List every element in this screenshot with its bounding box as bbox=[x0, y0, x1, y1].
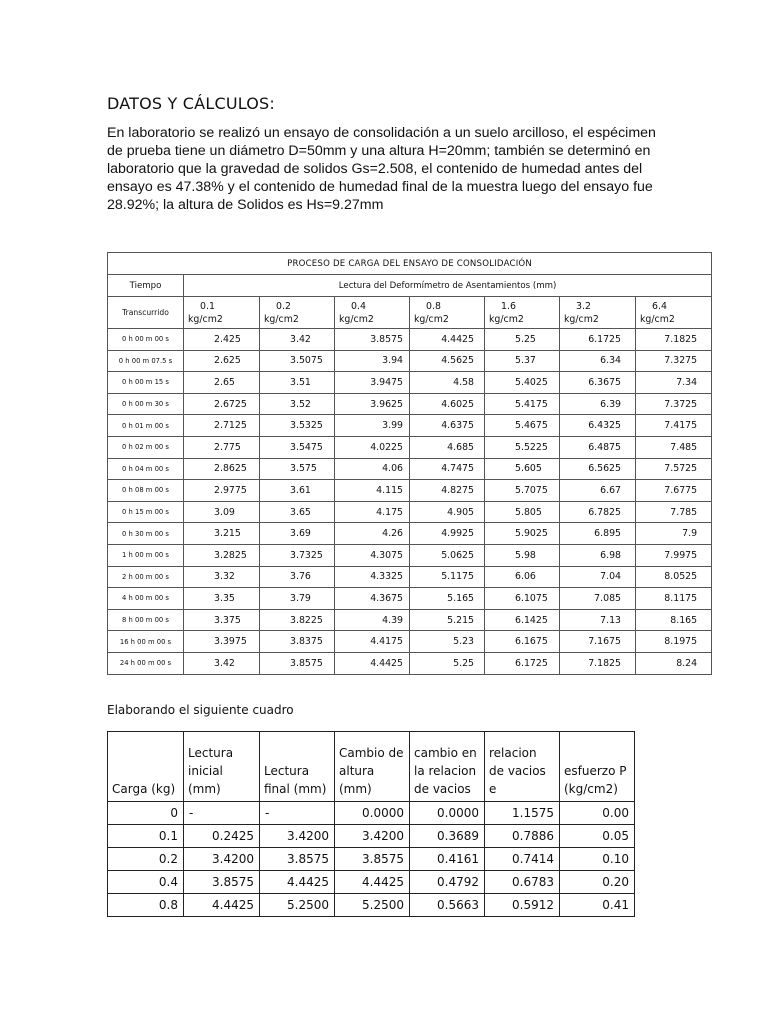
reading-cell: 3.7325 bbox=[260, 544, 335, 566]
load-header-cell bbox=[260, 297, 335, 329]
elapsed-time: 16 h 00 m 00 s bbox=[108, 631, 184, 653]
elapsed-time: 24 h 00 m 00 s bbox=[108, 652, 184, 674]
data-cell: 0.00 bbox=[560, 802, 635, 825]
elapsed-time: 8 h 00 m 00 s bbox=[108, 609, 184, 631]
reading-cell: 5.37 bbox=[485, 350, 560, 372]
reading-cell: 6.1675 bbox=[485, 631, 560, 653]
load-header-cell bbox=[410, 297, 485, 329]
reading-cell: 4.115 bbox=[335, 480, 410, 502]
load-header-cell bbox=[560, 297, 636, 329]
reading-cell: 3.8575 bbox=[260, 652, 335, 674]
reading-cell: 4.3075 bbox=[335, 544, 410, 566]
load-unit: kg/cm2 bbox=[489, 313, 524, 325]
reading-cell: 5.4025 bbox=[485, 372, 560, 394]
load-unit: kg/cm2 bbox=[188, 313, 223, 325]
reading-cell: 3.3975 bbox=[184, 631, 260, 653]
load-header-cell bbox=[636, 297, 712, 329]
table-row bbox=[108, 480, 712, 502]
reading-cell: 4.6375 bbox=[410, 415, 485, 437]
elapsed-time: 0 h 04 m 00 s bbox=[108, 458, 184, 480]
reading-cell: 7.13 bbox=[560, 609, 636, 631]
reading-cell: 7.4175 bbox=[636, 415, 712, 437]
table-row bbox=[108, 544, 712, 566]
table-row bbox=[108, 458, 712, 480]
table-row bbox=[108, 372, 712, 394]
reading-cell: 5.5225 bbox=[485, 436, 560, 458]
data-cell: 5.2500 bbox=[260, 894, 335, 917]
reading-cell: 6.1725 bbox=[485, 652, 560, 674]
reading-cell: 2.65 bbox=[184, 372, 260, 394]
elapsed-time: 1 h 00 m 00 s bbox=[108, 544, 184, 566]
reading-cell: 3.9625 bbox=[335, 393, 410, 415]
column-header: Cambio de altura (mm) bbox=[335, 732, 410, 802]
table-row bbox=[108, 566, 712, 588]
elapsed-time: 0 h 00 m 00 s bbox=[108, 329, 184, 351]
elapsed-time: 0 h 00 m 15 s bbox=[108, 372, 184, 394]
table-row bbox=[108, 825, 635, 848]
reading-cell: 6.06 bbox=[485, 566, 560, 588]
reading-cell: 3.5325 bbox=[260, 415, 335, 437]
reading-cell: 2.8625 bbox=[184, 458, 260, 480]
data-cell: 0.41 bbox=[560, 894, 635, 917]
reading-cell: 2.7125 bbox=[184, 415, 260, 437]
load-unit: kg/cm2 bbox=[640, 313, 675, 325]
reading-cell: 4.685 bbox=[410, 436, 485, 458]
reading-cell: 4.58 bbox=[410, 372, 485, 394]
elapsed-time: 0 h 02 m 00 s bbox=[108, 436, 184, 458]
reading-cell: 3.94 bbox=[335, 350, 410, 372]
reading-cell: 6.98 bbox=[560, 544, 636, 566]
table-row bbox=[108, 652, 712, 674]
reading-cell: 4.39 bbox=[335, 609, 410, 631]
reading-cell: 8.0525 bbox=[636, 566, 712, 588]
reading-cell: 7.6775 bbox=[636, 480, 712, 502]
reading-cell: 4.4425 bbox=[410, 329, 485, 351]
data-cell: 0.7414 bbox=[485, 848, 560, 871]
reading-cell: 3.65 bbox=[260, 501, 335, 523]
reading-cell: 6.3675 bbox=[560, 372, 636, 394]
data-cell: 0.4 bbox=[108, 871, 184, 894]
reading-cell: 5.215 bbox=[410, 609, 485, 631]
reading-cell: 3.8225 bbox=[260, 609, 335, 631]
column-header: Lectura final (mm) bbox=[260, 732, 335, 802]
data-cell: 0.7886 bbox=[485, 825, 560, 848]
reading-cell: 3.8375 bbox=[260, 631, 335, 653]
data-cell: 1.1575 bbox=[485, 802, 560, 825]
table-row bbox=[108, 523, 712, 545]
reading-cell: 5.0625 bbox=[410, 544, 485, 566]
reading-cell: 4.26 bbox=[335, 523, 410, 545]
reading-cell: 4.175 bbox=[335, 501, 410, 523]
reading-cell: 3.99 bbox=[335, 415, 410, 437]
reading-cell: 6.34 bbox=[560, 350, 636, 372]
reading-cell: 3.52 bbox=[260, 393, 335, 415]
elapsed-time: 0 h 00 m 30 s bbox=[108, 393, 184, 415]
data-cell: 0.2 bbox=[108, 848, 184, 871]
reading-cell: 3.2825 bbox=[184, 544, 260, 566]
reading-cell: 6.4875 bbox=[560, 436, 636, 458]
data-cell: 3.8575 bbox=[260, 848, 335, 871]
data-cell: 3.4200 bbox=[335, 825, 410, 848]
reading-cell: 4.5625 bbox=[410, 350, 485, 372]
reading-cell: 3.35 bbox=[184, 588, 260, 610]
reading-cell: 6.7825 bbox=[560, 501, 636, 523]
reading-cell: 3.5475 bbox=[260, 436, 335, 458]
data-cell: 3.8575 bbox=[335, 848, 410, 871]
reading-cell: 7.1825 bbox=[560, 652, 636, 674]
table-row bbox=[108, 588, 712, 610]
load-value: 6.4 bbox=[652, 300, 667, 312]
load-value: 0.8 bbox=[426, 300, 441, 312]
load-value: 1.6 bbox=[501, 300, 516, 312]
reading-cell: 3.215 bbox=[184, 523, 260, 545]
reading-cell: 8.165 bbox=[636, 609, 712, 631]
header-lectura: Lectura del Deformímetro de Asentamientos (mm) bbox=[184, 275, 712, 297]
elapsed-time: 4 h 00 m 00 s bbox=[108, 588, 184, 610]
reading-cell: 3.42 bbox=[184, 652, 260, 674]
reading-cell: 3.09 bbox=[184, 501, 260, 523]
void-ratio-table bbox=[107, 731, 635, 917]
reading-cell: 6.895 bbox=[560, 523, 636, 545]
data-cell: 3.8575 bbox=[184, 871, 260, 894]
table-row bbox=[108, 894, 635, 917]
reading-cell: 4.0225 bbox=[335, 436, 410, 458]
data-cell: 3.4200 bbox=[184, 848, 260, 871]
table-row bbox=[108, 802, 635, 825]
reading-cell: 7.3275 bbox=[636, 350, 712, 372]
table-row bbox=[108, 871, 635, 894]
reading-cell: 3.32 bbox=[184, 566, 260, 588]
reading-cell: 7.1825 bbox=[636, 329, 712, 351]
reading-cell: 3.51 bbox=[260, 372, 335, 394]
reading-cell: 5.7075 bbox=[485, 480, 560, 502]
reading-cell: 5.23 bbox=[410, 631, 485, 653]
elapsed-time: 2 h 00 m 00 s bbox=[108, 566, 184, 588]
load-header-cell bbox=[335, 297, 410, 329]
reading-cell: 4.7475 bbox=[410, 458, 485, 480]
data-cell: 0.05 bbox=[560, 825, 635, 848]
reading-cell: 7.04 bbox=[560, 566, 636, 588]
data-cell: 0.2425 bbox=[184, 825, 260, 848]
reading-cell: 6.4325 bbox=[560, 415, 636, 437]
data-cell: 0.10 bbox=[560, 848, 635, 871]
reading-cell: 5.165 bbox=[410, 588, 485, 610]
reading-cell: 4.4175 bbox=[335, 631, 410, 653]
data-cell: - bbox=[260, 802, 335, 825]
data-cell: 0.20 bbox=[560, 871, 635, 894]
reading-cell: 6.5625 bbox=[560, 458, 636, 480]
reading-cell: 3.61 bbox=[260, 480, 335, 502]
table-row bbox=[108, 848, 635, 871]
reading-cell: 5.605 bbox=[485, 458, 560, 480]
data-cell: 0.8 bbox=[108, 894, 184, 917]
reading-cell: 3.9475 bbox=[335, 372, 410, 394]
reading-cell: 6.1075 bbox=[485, 588, 560, 610]
load-unit: kg/cm2 bbox=[564, 313, 599, 325]
consolidation-load-table bbox=[107, 252, 712, 675]
reading-cell: 5.4175 bbox=[485, 393, 560, 415]
reading-cell: 7.9975 bbox=[636, 544, 712, 566]
column-header: Carga (kg) bbox=[108, 732, 184, 802]
reading-cell: 5.25 bbox=[485, 329, 560, 351]
reading-cell: 3.69 bbox=[260, 523, 335, 545]
reading-cell: 3.76 bbox=[260, 566, 335, 588]
reading-cell: 7.5725 bbox=[636, 458, 712, 480]
header-transcurrido: Transcurrido bbox=[108, 297, 184, 329]
elapsed-time: 0 h 01 m 00 s bbox=[108, 415, 184, 437]
reading-cell: 4.3675 bbox=[335, 588, 410, 610]
reading-cell: 6.67 bbox=[560, 480, 636, 502]
table-row bbox=[108, 631, 712, 653]
data-cell: 0.1 bbox=[108, 825, 184, 848]
reading-cell: 4.6025 bbox=[410, 393, 485, 415]
column-header: relacion de vacios e bbox=[485, 732, 560, 802]
load-unit: kg/cm2 bbox=[414, 313, 449, 325]
reading-cell: 2.625 bbox=[184, 350, 260, 372]
reading-cell: 6.1725 bbox=[560, 329, 636, 351]
load-header-cell bbox=[485, 297, 560, 329]
table-caption: PROCESO DE CARGA DEL ENSAYO DE CONSOLIDACIÓN bbox=[108, 253, 712, 275]
data-cell: 4.4425 bbox=[260, 871, 335, 894]
reading-cell: 5.9025 bbox=[485, 523, 560, 545]
header-tiempo: Tiempo bbox=[108, 275, 184, 297]
data-cell: 0.3689 bbox=[410, 825, 485, 848]
reading-cell: 2.425 bbox=[184, 329, 260, 351]
reading-cell: 2.775 bbox=[184, 436, 260, 458]
data-cell: 4.4425 bbox=[184, 894, 260, 917]
reading-cell: 3.42 bbox=[260, 329, 335, 351]
load-value: 0.4 bbox=[351, 300, 366, 312]
data-cell: - bbox=[184, 802, 260, 825]
data-cell: 3.4200 bbox=[260, 825, 335, 848]
reading-cell: 4.06 bbox=[335, 458, 410, 480]
load-unit: kg/cm2 bbox=[264, 313, 299, 325]
data-cell: 0.0000 bbox=[335, 802, 410, 825]
column-header: cambio en la relacion de vacios bbox=[410, 732, 485, 802]
reading-cell: 6.39 bbox=[560, 393, 636, 415]
reading-cell: 7.785 bbox=[636, 501, 712, 523]
table-row bbox=[108, 415, 712, 437]
reading-cell: 2.9775 bbox=[184, 480, 260, 502]
reading-cell: 3.5075 bbox=[260, 350, 335, 372]
reading-cell: 7.9 bbox=[636, 523, 712, 545]
reading-cell: 4.8275 bbox=[410, 480, 485, 502]
data-cell: 0.5912 bbox=[485, 894, 560, 917]
reading-cell: 4.3325 bbox=[335, 566, 410, 588]
table-row bbox=[108, 501, 712, 523]
reading-cell: 6.1425 bbox=[485, 609, 560, 631]
reading-cell: 5.805 bbox=[485, 501, 560, 523]
data-cell: 4.4425 bbox=[335, 871, 410, 894]
data-cell: 0.5663 bbox=[410, 894, 485, 917]
subheading: Elaborando el siguiente cuadro bbox=[107, 703, 294, 717]
data-cell: 5.2500 bbox=[335, 894, 410, 917]
reading-cell: 4.905 bbox=[410, 501, 485, 523]
table-row bbox=[108, 329, 712, 351]
table-row bbox=[108, 609, 712, 631]
load-unit: kg/cm2 bbox=[339, 313, 374, 325]
elapsed-time: 0 h 15 m 00 s bbox=[108, 501, 184, 523]
reading-cell: 3.79 bbox=[260, 588, 335, 610]
column-header: esfuerzo P (kg/cm2) bbox=[560, 732, 635, 802]
reading-cell: 5.25 bbox=[410, 652, 485, 674]
load-value: 3.2 bbox=[576, 300, 591, 312]
reading-cell: 8.1975 bbox=[636, 631, 712, 653]
reading-cell: 7.1675 bbox=[560, 631, 636, 653]
reading-cell: 4.9925 bbox=[410, 523, 485, 545]
load-header-row bbox=[108, 297, 712, 329]
reading-cell: 3.575 bbox=[260, 458, 335, 480]
table-row bbox=[108, 350, 712, 372]
data-cell: 0.4161 bbox=[410, 848, 485, 871]
data-cell: 0.6783 bbox=[485, 871, 560, 894]
column-header: Lectura inicial (mm) bbox=[184, 732, 260, 802]
reading-cell: 2.6725 bbox=[184, 393, 260, 415]
data-cell: 0.4792 bbox=[410, 871, 485, 894]
load-header-cell bbox=[184, 297, 260, 329]
reading-cell: 5.98 bbox=[485, 544, 560, 566]
reading-cell: 5.4675 bbox=[485, 415, 560, 437]
reading-cell: 5.1175 bbox=[410, 566, 485, 588]
reading-cell: 7.34 bbox=[636, 372, 712, 394]
section-heading: DATOS Y CÁLCULOS: bbox=[107, 94, 276, 113]
reading-cell: 4.4425 bbox=[335, 652, 410, 674]
data-cell: 0.0000 bbox=[410, 802, 485, 825]
load-value: 0.1 bbox=[200, 300, 215, 312]
reading-cell: 8.1175 bbox=[636, 588, 712, 610]
reading-cell: 7.3725 bbox=[636, 393, 712, 415]
elapsed-time: 0 h 30 m 00 s bbox=[108, 523, 184, 545]
load-value: 0.2 bbox=[276, 300, 291, 312]
elapsed-time: 0 h 00 m 07.5 s bbox=[108, 350, 184, 372]
reading-cell: 7.085 bbox=[560, 588, 636, 610]
intro-paragraph: En laboratorio se realizó un ensayo de consolidación a un suelo arcilloso, el espécimen de prueba tiene un diámetro D=50mm y una altura H=20mm; también se determinó en laboratorio que la gravedad de solidos Gs=2.508, el contenido de humedad antes del ensayo es 47.38% y el contenido de humedad final de la muestra luego del ensayo fue 28.92%; la altura de Solidos es Hs=9.27mm bbox=[107, 125, 656, 213]
table-row bbox=[108, 436, 712, 458]
reading-cell: 3.375 bbox=[184, 609, 260, 631]
data-cell: 0 bbox=[108, 802, 184, 825]
reading-cell: 7.485 bbox=[636, 436, 712, 458]
elapsed-time: 0 h 08 m 00 s bbox=[108, 480, 184, 502]
reading-cell: 3.8575 bbox=[335, 329, 410, 351]
reading-cell: 8.24 bbox=[636, 652, 712, 674]
table-row bbox=[108, 393, 712, 415]
